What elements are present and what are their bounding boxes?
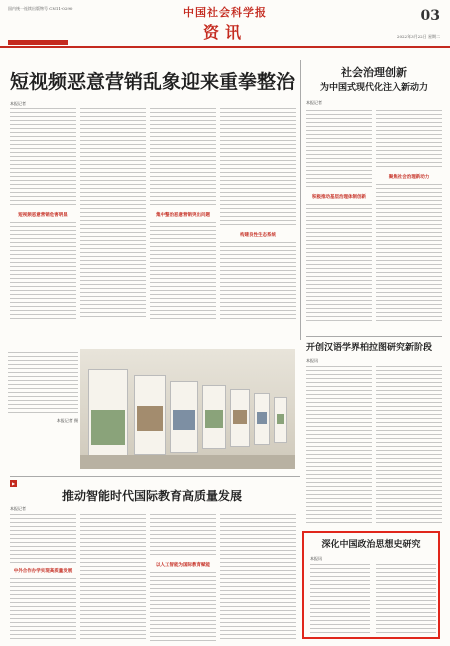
bottom-byline: 本报记者 xyxy=(10,506,26,511)
boxed-col-1 xyxy=(310,564,370,634)
bottom-divider xyxy=(10,476,300,477)
bottom-subhead-1: 中外合作办学实现高质量发展 xyxy=(13,569,73,574)
masthead xyxy=(0,0,450,48)
bottom-col-1 xyxy=(10,514,76,640)
bottom-headline: 推动智能时代国际教育高质量发展 xyxy=(62,489,243,503)
main-col-4 xyxy=(220,108,296,318)
exhibit-panel xyxy=(88,369,128,459)
section-divider xyxy=(306,336,442,337)
bottom-col-4 xyxy=(220,514,296,640)
photo-caption-byline: 本报记者 摄 xyxy=(56,418,78,423)
exhibit-panel xyxy=(170,381,198,453)
masthead-info: 国内统一连续出版物号 CN11-0290 xyxy=(8,6,73,11)
bottom-subhead-2: 以人工智能为国际教育赋能 xyxy=(156,563,210,568)
right-top-title-1: 社会治理创新 xyxy=(341,66,407,79)
date-line: 2022年3月22日 星期二 xyxy=(396,34,440,39)
boxed-col-2 xyxy=(376,564,436,634)
main-byline: 本报记者 xyxy=(10,101,26,106)
right-mid-col-2 xyxy=(376,366,442,524)
page-number: 03 xyxy=(420,8,440,24)
boxed-title: 深化中国政治思想史研究 xyxy=(321,540,421,550)
main-col-1 xyxy=(10,108,76,318)
boxed-byline: 本报讯 xyxy=(310,556,322,561)
right-top-byline: 本报记者 xyxy=(306,100,322,105)
main-col-2 xyxy=(80,108,146,318)
section-title: 资讯 xyxy=(202,23,247,42)
photo-caption xyxy=(8,352,78,424)
column-divider xyxy=(300,60,301,340)
exhibit-panel xyxy=(274,397,287,443)
exhibit-panel xyxy=(254,393,270,445)
right-top-title-2: 为中国式现代化注入新动力 xyxy=(319,83,428,93)
section-tag: ▶ xyxy=(12,481,16,486)
right-top-col-1 xyxy=(306,110,372,320)
masthead-banner xyxy=(8,40,68,45)
exhibit-panel xyxy=(202,385,226,449)
paper-name: 中国社会科学报 xyxy=(183,6,267,19)
photo-floor xyxy=(80,455,295,469)
right-top-col-2 xyxy=(376,110,442,320)
main-col-3 xyxy=(150,108,216,318)
main-subhead-3: 构建良性生态系统 xyxy=(240,233,276,238)
exhibition-photo xyxy=(80,349,295,469)
exhibit-panel xyxy=(134,375,166,455)
bottom-col-2 xyxy=(80,514,146,640)
main-subhead-2: 集中整治恶意营销突出问题 xyxy=(156,213,210,218)
right-mid-col-1 xyxy=(306,366,372,524)
right-mid-title: 开创汉语学界柏拉图研究新阶段 xyxy=(306,343,433,353)
exhibit-panel xyxy=(230,389,250,447)
main-subhead-1: 短视频恶意营销危害明显 xyxy=(18,213,68,218)
main-headline: 短视频恶意营销乱象迎来重拳整治 xyxy=(10,71,296,93)
bottom-col-3 xyxy=(150,514,216,640)
right-mid-byline: 本报讯 xyxy=(306,358,318,363)
right-top-subhead-1: 积极推动基层治理体制创新 xyxy=(312,195,366,200)
right-top-subhead-2: 聚焦社会治理新动力 xyxy=(388,175,430,180)
